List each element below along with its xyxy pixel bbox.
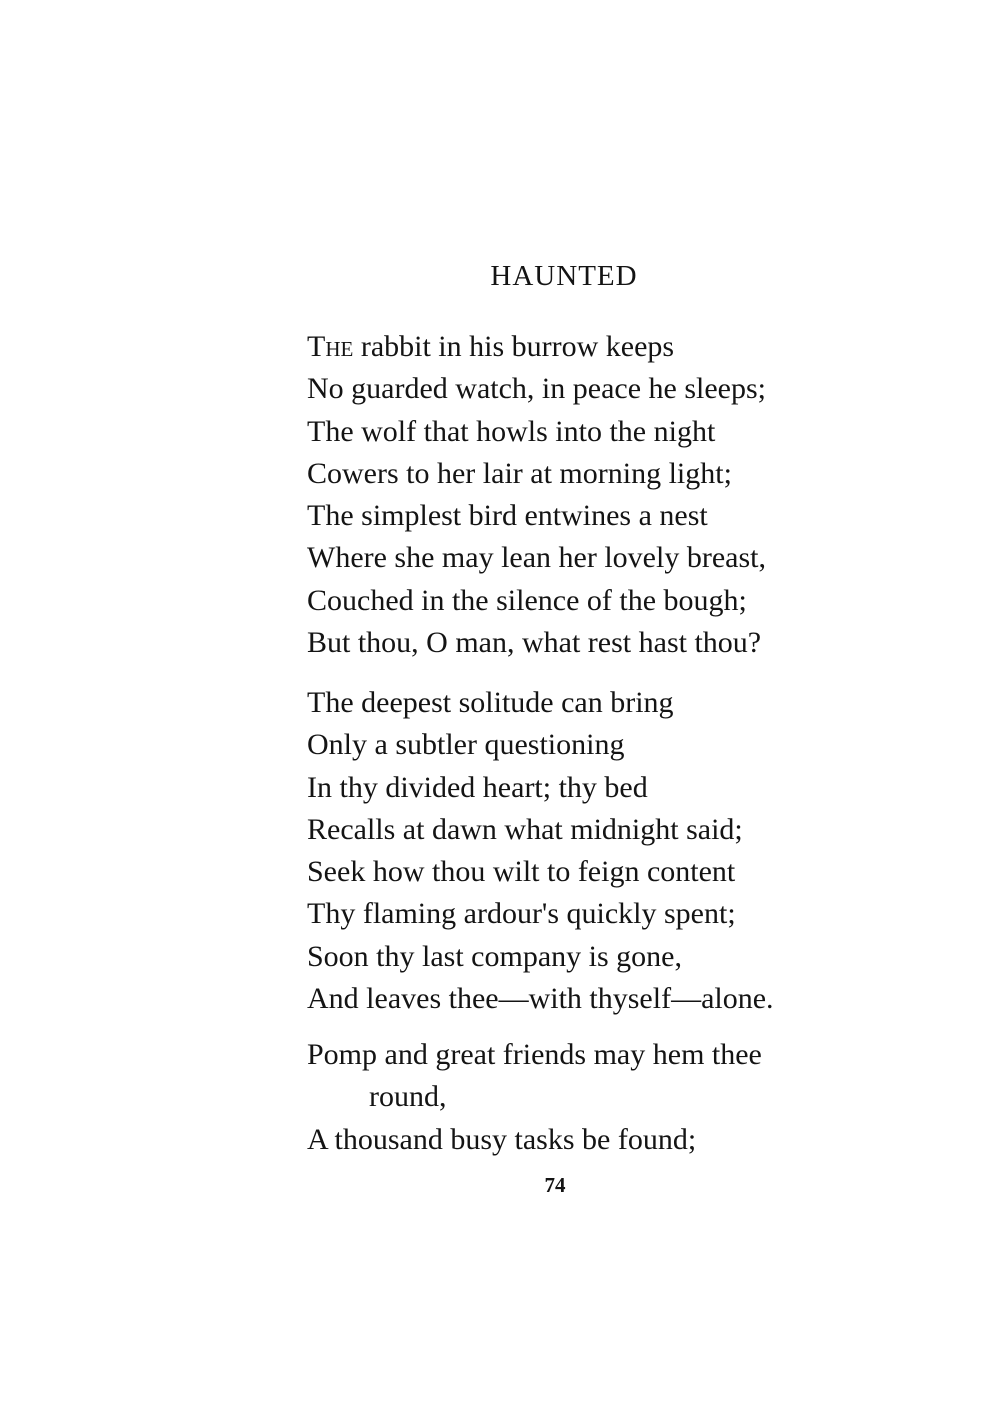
poem-line: Thy flaming ardour's quickly spent; <box>307 897 736 931</box>
stanza-2 <box>307 682 907 1020</box>
poem-line: Seek how thou wilt to feign content <box>307 855 736 889</box>
poem-line: Only a subtler questioning <box>307 728 625 762</box>
poem-line: Pomp and great friends may hem thee <box>307 1038 762 1071</box>
poem-line-continuation: round, <box>369 1080 447 1114</box>
page-number: 74 <box>544 1173 566 1197</box>
poem-line: Cowers to her lair at morning light; <box>307 456 732 490</box>
poem-line <box>307 326 907 368</box>
stanza-3 <box>307 1034 907 1161</box>
poem-line: Recalls at dawn what midnight said; <box>307 812 743 846</box>
poem-line: Soon thy last company is gone, <box>307 939 682 973</box>
poem-line: And leaves thee—with thyself—alone. <box>307 982 774 1016</box>
poem-title: HAUNTED <box>490 260 638 292</box>
poem-line: The simplest bird entwines a nest <box>307 499 708 533</box>
poem-line: Where she may lean her lovely breast, <box>307 541 766 575</box>
poem-line: In thy divided heart; thy bed <box>307 770 648 804</box>
poem-line: But thou, O man, what rest hast thou? <box>307 626 762 660</box>
poem-line: The deepest solitude can bring <box>307 686 674 719</box>
poem-line: A thousand busy tasks be found; <box>307 1122 697 1156</box>
poem-line: No guarded watch, in peace he sleeps; <box>307 372 766 406</box>
poem-line: The wolf that howls into the night <box>307 414 716 448</box>
stanza-1 <box>307 326 907 664</box>
first-line-text: rabbit in his burrow keeps <box>353 330 675 363</box>
poem-line: Couched in the silence of the bough; <box>307 583 747 617</box>
drop-word: The <box>307 330 354 363</box>
